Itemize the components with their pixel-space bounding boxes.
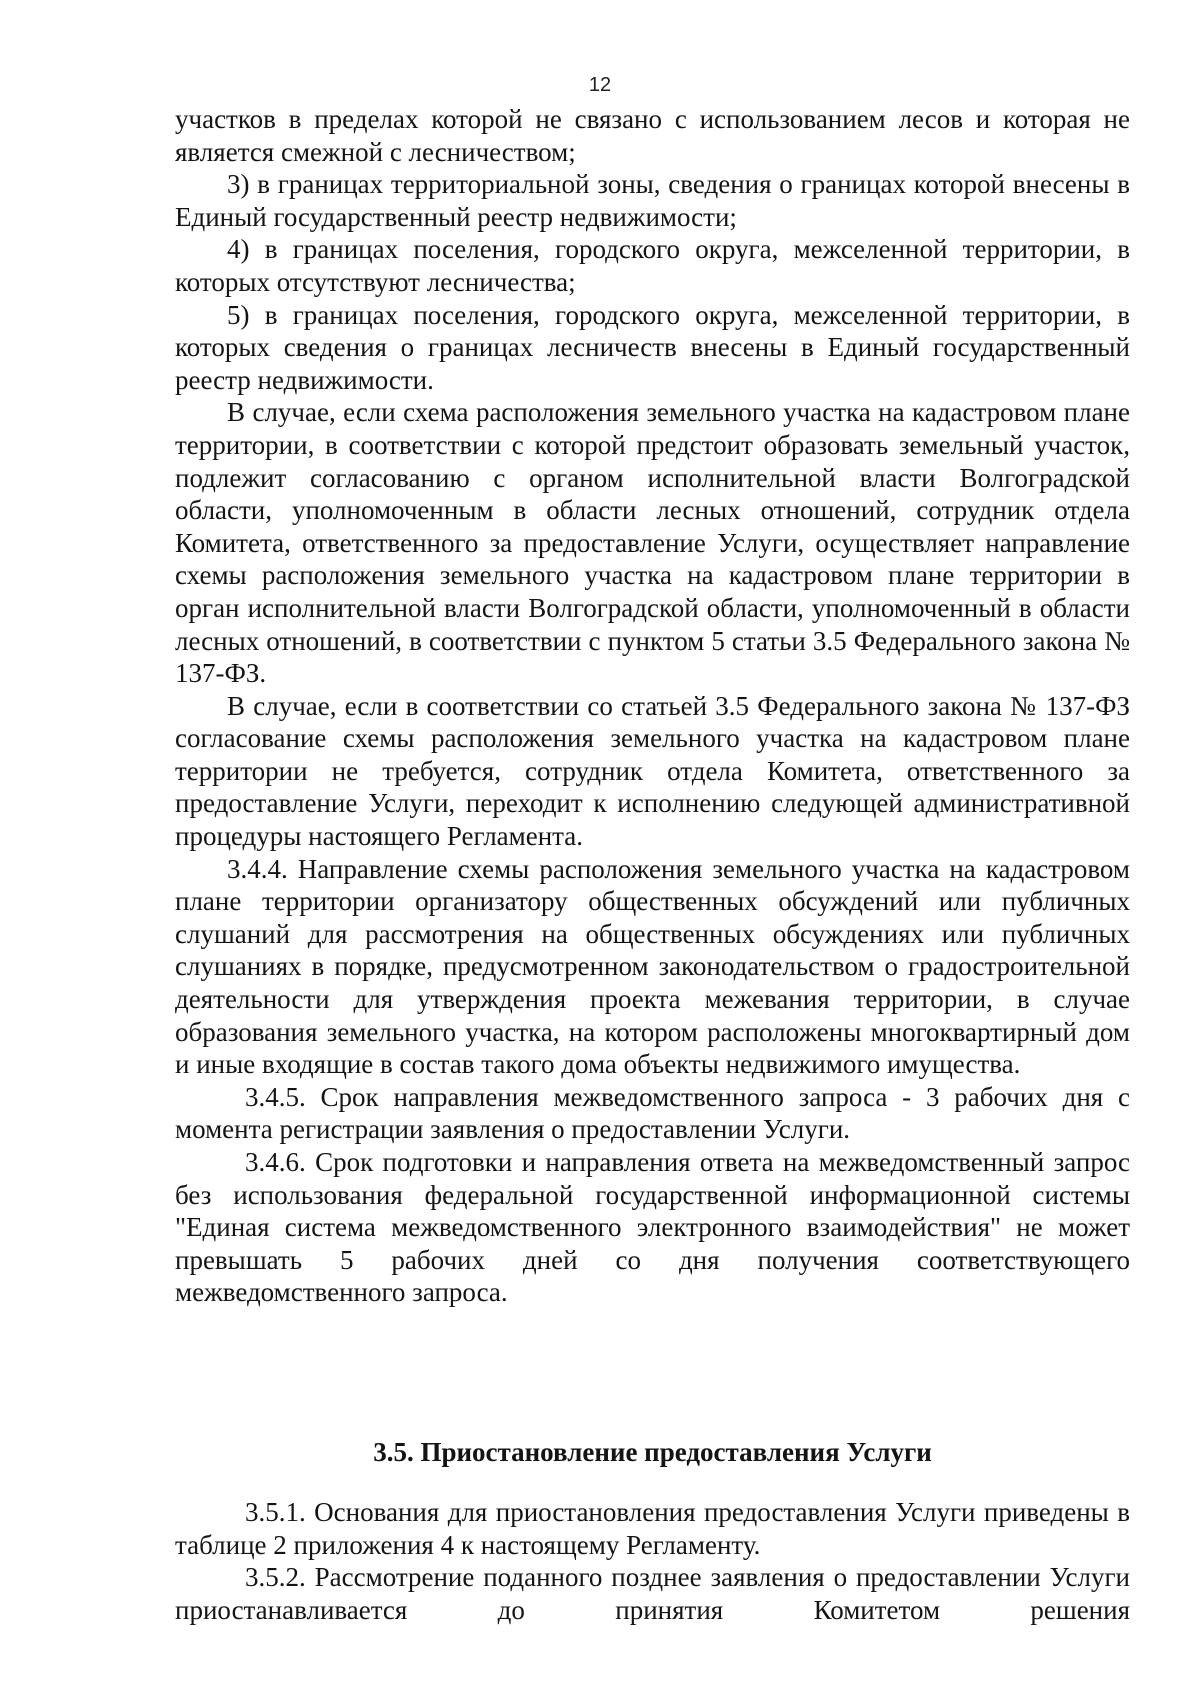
- paragraph: 4) в границах поселения, городского округа, межселенной территории, в которых отсутствуют лесничества;: [175, 234, 1130, 297]
- paragraph: 3.5.2. Рассмотрение поданного позднее заявления о предоставлении Услуги приостанавливается до принятия Комитетом решения: [175, 1562, 1130, 1625]
- paragraph: В случае, если схема расположения земельного участка на кадастровом плане территории, в соответствии с которой предстоит образовать земельный участок, подлежит согласованию с органом исполнительной власти Волгоградской области, уполномоченным в области лесных отношений, сотрудник отдела Комитета, ответственного за предоставление Услуги, осуществляет направление схемы расположения земельного участка на кадастровом плане территории в орган исполнительной власти Волгоградской области, уполномоченный в области лесных отношений, в соответствии с пунктом 5 статьи 3.5 Федерального закона № 137-ФЗ.: [175, 397, 1130, 689]
- body-text: [175, 103, 1130, 1309]
- paragraph: 3.4.5. Срок направления межведомственного запроса - 3 рабочих дня с момента регистрации заявления о предоставлении Услуги.: [175, 1081, 1130, 1145]
- paragraph: 3.4.6. Срок подготовки и направления ответа на межведомственный запрос без использования федеральной государственной информационной системы "Единая система межведомственного электронного взаимодействия" не может превышать 5 рабочих дней со дня получения соответствующего межведомственного запроса.: [175, 1147, 1130, 1308]
- paragraph: 5) в границах поселения, городского округа, межселенной территории, в которых сведения о границах лесничеств внесены в Единый государственный реестр недвижимости.: [175, 299, 1130, 395]
- paragraph: участков в пределах которой не связано с использованием лесов и которая не является смежной с лесничеством;: [175, 104, 1130, 167]
- paragraph: 3.4.4. Направление схемы расположения земельного участка на кадастровом плане территории организатору общественных обсуждений или публичных слушаний для рассмотрения на общественных обсуждениях или публичных слушаниях в порядке, предусмотренном законодательством о градостроительной деятельности для утверждения проекта межевания территории, в случае образования земельного участка, на котором расположены многоквартирный дом и иные входящие в состав такого дома объекты недвижимого имущества.: [175, 853, 1130, 1080]
- page-number: 12: [588, 74, 612, 96]
- section-heading: 3.5. Приостановление предоставления Услуги: [373, 1437, 932, 1467]
- paragraph: 3) в границах территориальной зоны, сведения о границах которой внесены в Единый государственный реестр недвижимости;: [175, 169, 1130, 232]
- section-body-text: [175, 1496, 1130, 1626]
- paragraph: В случае, если в соответствии со статьей 3.5 Федерального закона № 137-ФЗ согласование схемы расположения земельного участка на кадастровом плане территории не требуется, сотрудник отдела Комитета, ответственного за предоставление Услуги, переходит к исполнению следующей административной процедуры настоящего Регламента.: [175, 690, 1130, 852]
- paragraph: 3.5.1. Основания для приостановления предоставления Услуги приведены в таблице 2 приложения 4 к настоящему Регламенту.: [175, 1497, 1130, 1560]
